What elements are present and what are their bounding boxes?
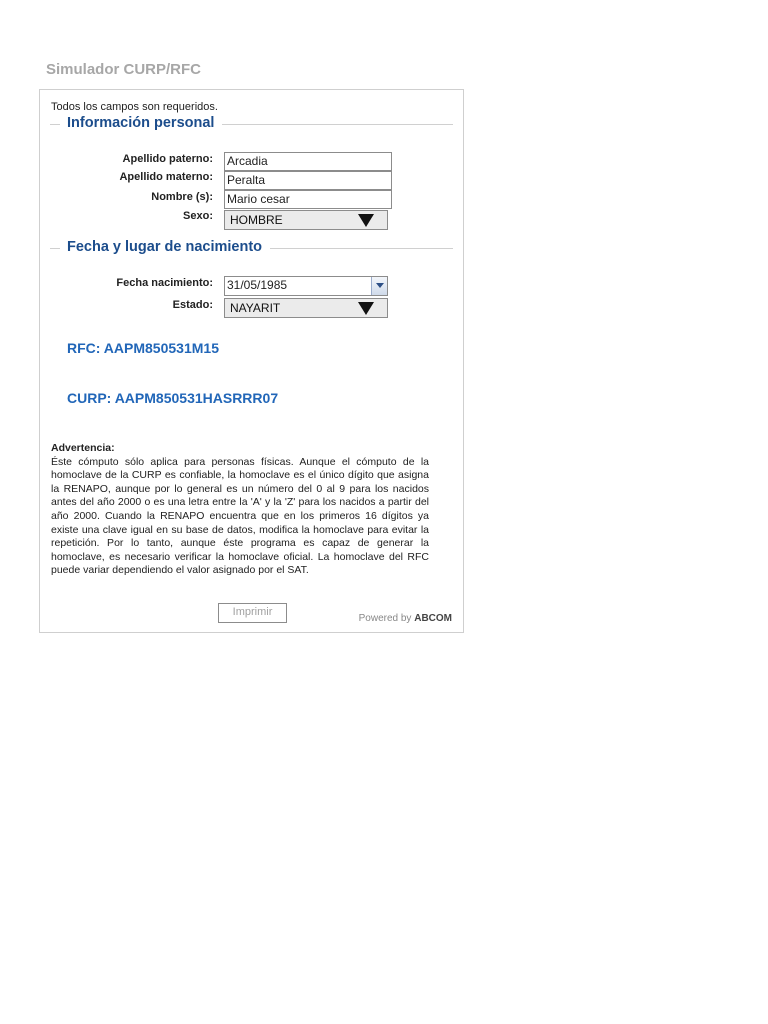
dropdown-arrow-icon (358, 302, 374, 315)
powered-by-prefix: Powered by (358, 613, 412, 624)
apellido-paterno-label: Apellido paterno: (122, 153, 213, 165)
powered-by-brand[interactable]: ABCOM (414, 613, 452, 624)
nombre-label: Nombre (s): (151, 191, 213, 203)
fecha-nacimiento-input[interactable] (224, 276, 388, 296)
estado-select[interactable] (224, 298, 388, 318)
print-button[interactable]: Imprimir (218, 603, 287, 623)
personal-info-title: Información personal (67, 115, 222, 131)
warning-block (51, 442, 429, 578)
simulator-panel (39, 89, 464, 633)
powered-by (359, 613, 452, 624)
apellido-materno-label: Apellido materno: (119, 171, 213, 183)
rfc-result: RFC: AAPM850531M15 (67, 340, 219, 356)
apellido-paterno-input[interactable]: Arcadia (224, 152, 392, 171)
estado-selected-value: NAYARIT (230, 301, 281, 315)
required-note: Todos los campos son requeridos. (51, 101, 218, 113)
birth-info-legend (50, 238, 453, 258)
estado-label: Estado: (172, 299, 213, 311)
nombre-input[interactable]: Mario cesar (224, 190, 392, 209)
curp-result: CURP: AAPM850531HASRRR07 (67, 390, 279, 406)
sexo-selected-value: HOMBRE (230, 213, 283, 227)
date-picker-dropdown-icon[interactable] (371, 277, 387, 295)
warning-title: Advertencia: (51, 442, 115, 454)
fecha-nacimiento-value: 31/05/1985 (227, 278, 288, 292)
personal-info-legend (50, 114, 453, 134)
dropdown-arrow-icon (358, 214, 374, 227)
sexo-select[interactable] (224, 210, 388, 230)
page-title: Simulador CURP/RFC (46, 61, 202, 78)
apellido-materno-input[interactable]: Peralta (224, 171, 392, 190)
birth-info-title: Fecha y lugar de nacimiento (67, 239, 270, 255)
sexo-label: Sexo: (183, 210, 213, 222)
fecha-nacimiento-label: Fecha nacimiento: (116, 277, 213, 289)
warning-text: Éste cómputo sólo aplica para personas físicas. Aunque el cómputo de la homoclave de la CURP es confiable, la homoclave es el único dígito que asigna la RENAPO, aunque por lo general es un número del 0 al 9 para los nacidos antes del año 2000 o es una letra entre la 'A' y la 'Z' para los nacidos a partir del año 2000. Cuando la RENAPO encuentra que en los primeros 16 dígitos ya existe una clave igual en su base de datos, modifica la homoclave para evitar la repetición. Por lo tanto, aunque éste programa es capaz de generar la homoclave, es necesario verificar la homoclave oficial. La homoclave del RFC puede variar dependiendo el valor asignado por el SAT. (51, 455, 429, 577)
